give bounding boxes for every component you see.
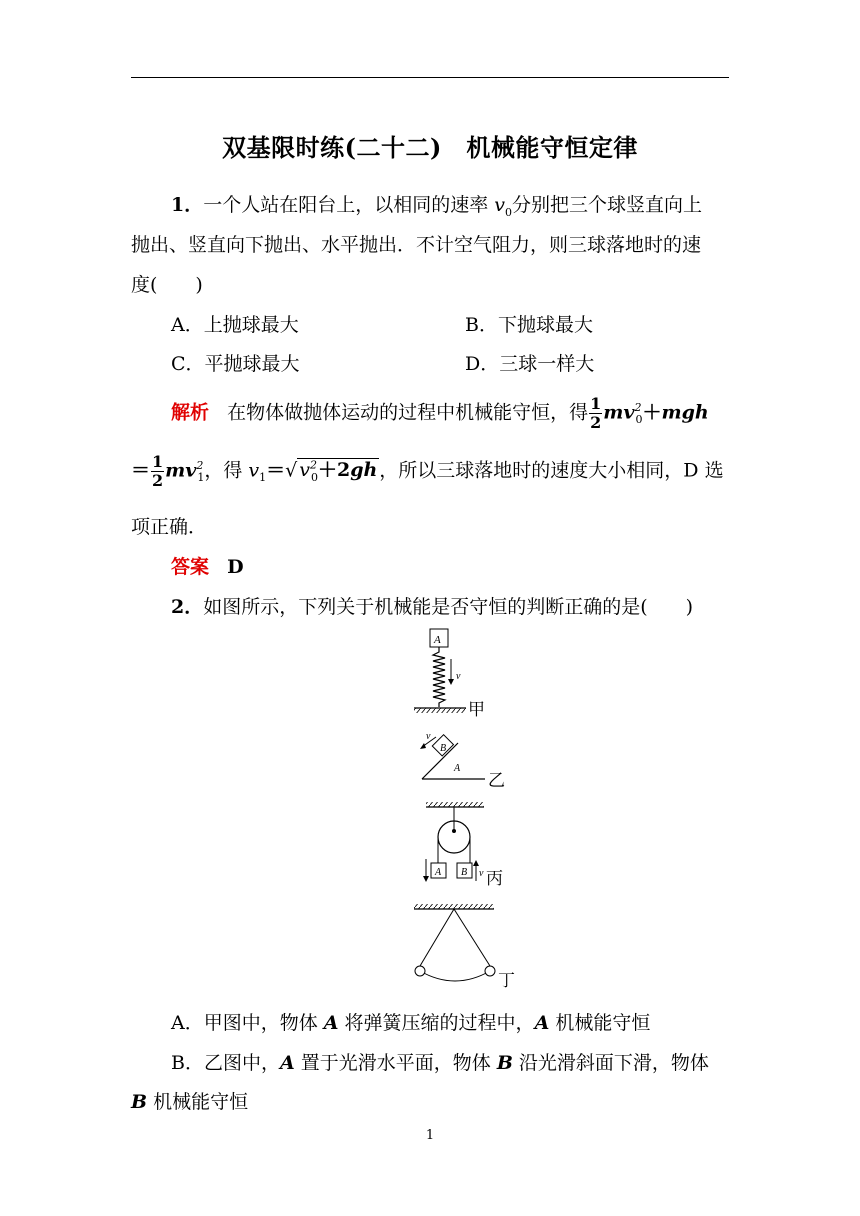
sup-2c: 2 — [309, 459, 317, 472]
q2-opt-a-obj-a: A — [323, 1012, 339, 1034]
sub-0b: 0 — [310, 471, 318, 485]
fraction-half-2: $\frac{1}{2}$ — [152, 451, 164, 490]
answer-value: D — [227, 556, 244, 578]
header-rule — [131, 77, 729, 78]
sqrt-v: v — [299, 459, 310, 482]
figure-ding — [414, 904, 495, 981]
fraction-half: $\frac{1}{2}$ — [590, 393, 602, 432]
physics-figure — [400, 625, 510, 990]
block-a-jia: A — [434, 634, 441, 646]
q2-opt-b-text-a: B．乙图中， — [171, 1052, 280, 1074]
v1-sub: 1 — [259, 471, 267, 485]
analysis1-line-3: 项正确． — [131, 516, 208, 538]
q1-line-1 — [171, 190, 702, 219]
block-b-yi: B — [440, 743, 447, 754]
sub-0: 0 — [635, 413, 643, 427]
v1-term: v — [248, 459, 260, 482]
analysis1-text-a: 在物体做抛体运动的过程中机械能守恒，得 — [227, 401, 589, 424]
sqrt-content — [297, 458, 379, 485]
q1-v-sub: 0 — [505, 205, 513, 219]
velocity-v-yi: v — [426, 731, 431, 742]
q2-text: 如图所示，下列关于机械能是否守恒的判断正确的是( ) — [203, 596, 694, 618]
analysis1-text-c: ，所以三球落地时的速度大小相同，D 选 — [379, 459, 724, 482]
mv-term-2: mv — [165, 459, 197, 482]
q2-option-a — [171, 1008, 650, 1035]
q2-line-1 — [171, 592, 693, 619]
sqrt-symbol: √ — [285, 459, 298, 482]
wedge-a-yi: A — [454, 763, 461, 774]
block-b-bing: B — [461, 867, 468, 878]
page-number: 1 — [425, 1128, 435, 1143]
gh-term: gh — [350, 459, 378, 482]
sqrt-rest: ＋2 — [317, 459, 351, 482]
q2-opt-b-text-c: 沿光滑斜面下滑，物体 — [512, 1052, 709, 1074]
figure-label-yi: 乙 — [488, 771, 505, 791]
answer1-line — [171, 552, 244, 579]
sup-2b: 2 — [196, 459, 204, 472]
analysis1-line-2 — [131, 446, 724, 498]
q1-option-c: C．平抛球最大 — [171, 353, 300, 375]
figure-bing — [423, 802, 484, 882]
figure-jia — [414, 629, 466, 713]
q1-text-a: 一个人站在阳台上，以相同的速率 — [203, 194, 495, 216]
q1-number: 1． — [171, 194, 204, 216]
q2-opt-b2-text: 机械能守恒 — [147, 1091, 249, 1113]
q2-opt-b-obj-b: B — [496, 1052, 513, 1074]
analysis1-line-1 — [171, 388, 709, 440]
plus-sign: ＋ — [642, 401, 662, 424]
q1-option-b: B．下抛球最大 — [465, 314, 593, 336]
sub-1: 1 — [197, 471, 205, 485]
mv-term: mv — [603, 401, 635, 424]
analysis-label: 解析 — [171, 401, 210, 424]
q1-option-d: D．三球一样大 — [465, 353, 595, 375]
answer-label: 答案 — [171, 556, 210, 578]
figure-label-bing: 丙 — [486, 869, 503, 889]
q2-opt-a-text-c: 机械能守恒 — [549, 1012, 651, 1034]
equals-sign-2: ＝ — [266, 459, 286, 482]
q1-text-b: 分别把三个球竖直向上 — [512, 194, 703, 216]
figure-label-ding: 丁 — [498, 971, 515, 991]
q1-line-3: 度( ) — [131, 274, 203, 296]
q2-opt-b-text-b: 置于光滑水平面，物体 — [294, 1052, 497, 1074]
figure-label-jia: 甲 — [468, 700, 485, 720]
q2-option-b-line-2 — [131, 1087, 248, 1114]
q2-number: 2． — [171, 596, 204, 618]
q2-opt-a-obj-a2: A — [534, 1012, 550, 1034]
block-a-bing: A — [435, 867, 442, 878]
q1-line-2: 抛出、竖直向下抛出、水平抛出．不计空气阻力，则三球落地时的速 — [131, 234, 702, 256]
q1-v: v — [494, 194, 506, 216]
q2-opt-a-text-b: 将弹簧压缩的过程中， — [338, 1012, 535, 1034]
figure-yi — [420, 731, 485, 779]
sup-2: 2 — [634, 401, 642, 414]
q1-option-a: A．上抛球最大 — [171, 314, 299, 336]
velocity-v-jia: v — [456, 671, 461, 682]
q2-opt-b-obj-a: A — [279, 1052, 295, 1074]
equals-sign: ＝ — [131, 459, 151, 482]
q2-opt-b2-obj-b: B — [131, 1091, 148, 1113]
analysis1-text-b: ，得 — [204, 459, 249, 482]
mgh-term: mgh — [661, 401, 709, 424]
velocity-v-bing: v — [479, 868, 484, 879]
page-title: 双基限时练(二十二) 机械能守恒定律 — [222, 133, 638, 162]
q2-opt-a-text-a: A．甲图中，物体 — [171, 1012, 324, 1034]
q2-option-b-line-1 — [171, 1048, 709, 1075]
